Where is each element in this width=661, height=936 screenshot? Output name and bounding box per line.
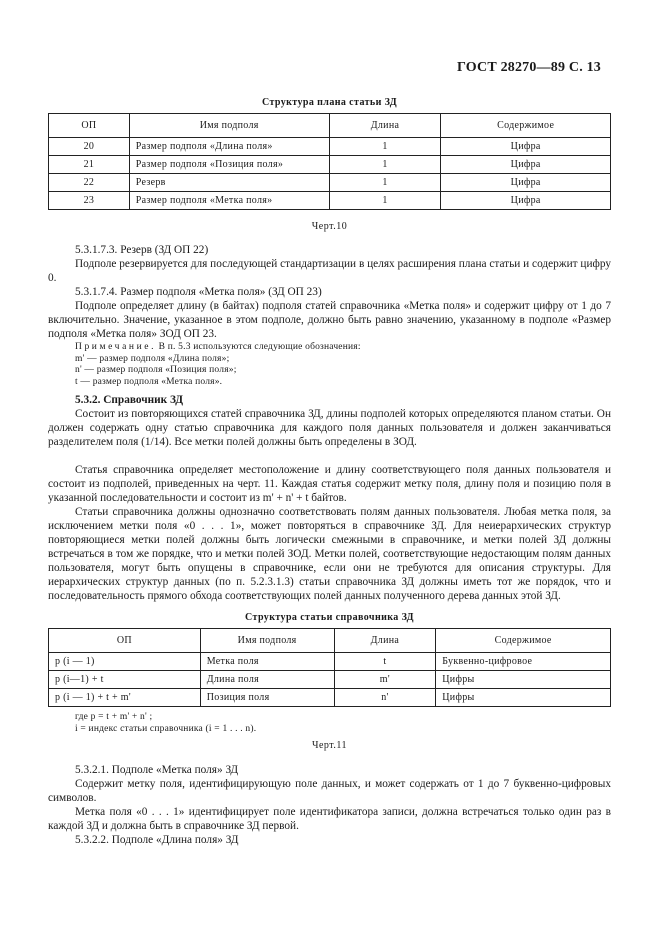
section-heading: 5.3.2. Справочник ЗД xyxy=(75,394,183,406)
note-line: m' — размер подполя «Длина поля»; xyxy=(75,353,230,364)
section-heading: 5.3.2.1. Подполе «Метка поля» ЗД xyxy=(75,764,239,776)
note: Примечание. В п. 5.3 используются следующие обозначения: m' — размер подполя «Длина поля»; n' — размер подполя «Позиция поля»; t — размер подполя «Метка поля». xyxy=(75,342,361,387)
column-header: Содержимое xyxy=(436,629,611,653)
paragraph: Статьи справочника должны однозначно соответствовать полям данных пользователя. Любая метка поля, за исключением метки поля «0 . . . 1», может повторяться в справочнике ЗД. Для неиерархических структур повторяющиеся метки полей должны быть логически смежными в справочнике, и метки полей ЗД должны встречаться в том же порядке, что и метки полей ЗОД. Метки полей, соответствующие недостающим полям данных пользователя, могут быть опущены в справочнике, если они не требуются для описания структуры. Для иерархических структур данных (по п. 5.2.3.1.3) статьи справочника ЗД должны иметь тот же порядок, что и последовательность прямого обхода соответствующих полей данных полученного дерева данных этой ЗД. xyxy=(48,506,611,602)
table-row: p (i — 1) + t + m' Позиция поля n' Цифры xyxy=(49,689,611,707)
paragraph: Статья справочника определяет местоположение и длину соответствующего поля данных пользователя и состоит из подполей, приведенных на черт. 11. Каждая статья содержит метку поля, длину поля и позицию поля в указанной последовательности и состоит из m' + n' + t байтов. xyxy=(48,464,611,504)
note-label: Примечание. xyxy=(75,342,157,352)
column-header: Имя подполя xyxy=(200,629,334,653)
column-header: Содержимое xyxy=(441,114,611,138)
table-row: p (i—1) + t Длина поля m' Цифры xyxy=(49,671,611,689)
column-header: Длина xyxy=(334,629,436,653)
table-row: 20 Размер подполя «Длина поля» 1 Цифра xyxy=(49,138,611,156)
page-header: ГОСТ 28270—89 С. 13 xyxy=(457,60,601,75)
table-row: 22 Резерв 1 Цифра xyxy=(49,174,611,192)
table-row: p (i — 1) Метка поля t Буквенно-цифровое xyxy=(49,653,611,671)
section-heading: 5.3.2.2. Подполе «Длина поля» ЗД xyxy=(75,834,239,846)
paragraph: Метка поля «0 . . . 1» идентифицирует поле идентификатора записи, должна встречаться только один раз в каждой ЗД и должна быть в справочнике ЗД первой. xyxy=(48,806,611,832)
note-line: n' — размер подполя «Позиция поля»; xyxy=(75,365,237,375)
section-heading: 5.3.1.7.4. Размер подполя «Метка поля» (ЗД ОП 23) xyxy=(75,286,322,298)
column-header: Имя подполя xyxy=(129,114,329,138)
table-row: 23 Размер подполя «Метка поля» 1 Цифра xyxy=(49,192,611,210)
paragraph: Состоит из повторяющихся статей справочника ЗД, длины подполей которых определяются планом статьи. Он должен содержать одну статью справочника для каждого поля данных пользователя и должен заканчиваться разделителем поля (1/14). Все метки полей должны быть определены в ЗОД. xyxy=(48,408,611,448)
table-row: 21 Размер подполя «Позиция поля» 1 Цифра xyxy=(49,156,611,174)
column-header: Длина xyxy=(329,114,441,138)
column-header: ОП xyxy=(49,114,130,138)
table10-caption: Структура плана статьи ЗД xyxy=(261,97,397,108)
table-10 xyxy=(48,113,611,210)
paragraph: Содержит метку поля, идентифицирующую поле данных, и может содержать от 1 до 7 буквенно-цифровых символов. xyxy=(48,778,611,804)
column-header: ОП xyxy=(49,629,201,653)
figure-label-11: Черт.11 xyxy=(311,740,348,751)
note-line: t — размер подполя «Метка поля». xyxy=(75,376,223,387)
section-heading: 5.3.1.7.3. Резерв (ЗД ОП 22) xyxy=(75,244,209,256)
figure-label-10: Черт.10 xyxy=(311,221,348,232)
table-11 xyxy=(48,628,611,707)
formula-note: где p = t + m' + n' ; i = индекс статьи справочника (i = 1 . . . n). xyxy=(75,712,257,734)
table11-caption: Структура статьи справочника ЗД xyxy=(245,612,414,623)
paragraph: Подполе резервируется для последующей стандартизации в целях расширения плана статьи и содержит цифру 0. xyxy=(48,258,611,284)
paragraph: Подполе определяет длину (в байтах) подполя статей справочника «Метка поля» и содержит цифру от 1 до 7 включительно. Значение, указанное в этом подполе, должно быть равно значению, указанному в подполе «Размер подполя «Метка поля» ЗОД ОП 23. xyxy=(48,300,611,340)
